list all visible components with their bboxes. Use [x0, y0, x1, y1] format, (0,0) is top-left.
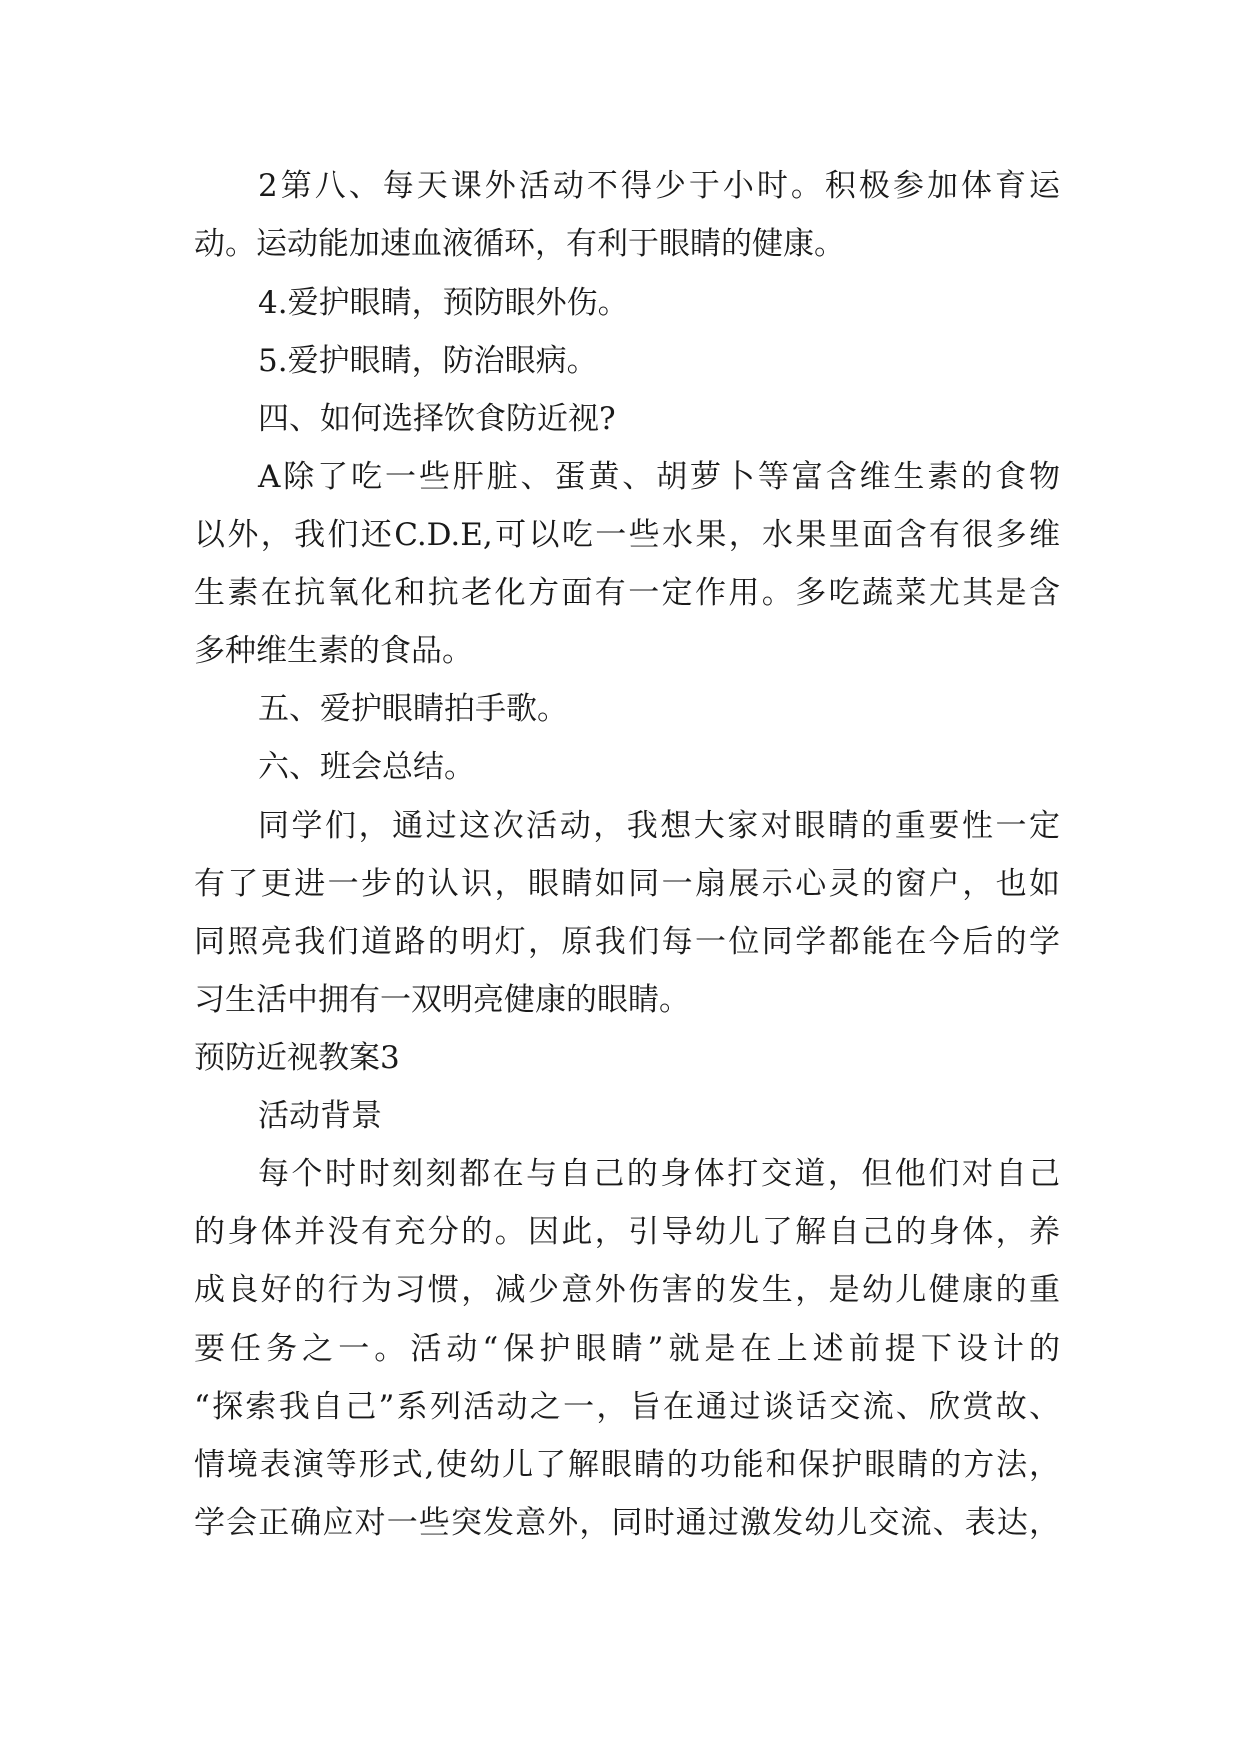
text-line: 学会正确应对一些突发意外，同时通过激发幼儿交流、表达， — [194, 1505, 1060, 1541]
text-line: 要任务之一。活动“保护眼睛”就是在上述前提下设计的 — [194, 1331, 1060, 1367]
text-line: 以外，我们还C.D.E,可以吃一些水果，水果里面含有很多维 — [194, 517, 1060, 553]
text-line: 有了更进一步的认识，眼睛如同一扇展示心灵的窗户，也如 — [194, 866, 1060, 902]
text-line: 习生活中拥有一双明亮健康的眼睛。 — [194, 982, 690, 1018]
text-line: 4.爱护眼睛，预防眼外伤。 — [258, 285, 629, 321]
section-heading: 五、爱护眼睛拍手歌。 — [258, 691, 568, 727]
text-line: 2第八、每天课外活动不得少于小时。积极参加体育运 — [258, 168, 1060, 204]
text-line: A除了吃一些肝脏、蛋黄、胡萝卜等富含维生素的食物 — [258, 459, 1060, 495]
section-heading: 六、班会总结。 — [258, 749, 475, 785]
text-line: 5.爱护眼睛，防治眼病。 — [258, 343, 598, 379]
text-line: 成良好的行为习惯，减少意外伤害的发生，是幼儿健康的重 — [194, 1272, 1060, 1308]
text-line: “探索我自己”系列活动之一，旨在通过谈话交流、欣赏故、 — [194, 1389, 1060, 1425]
text-line: 情境表演等形式,使幼儿了解眼睛的功能和保护眼睛的方法， — [194, 1447, 1060, 1483]
text-line: 多种维生素的食品。 — [194, 633, 473, 669]
text-line: 同学们，通过这次活动，我想大家对眼睛的重要性一定 — [258, 808, 1060, 844]
text-line: 生素在抗氧化和抗老化方面有一定作用。多吃蔬菜尤其是含 — [194, 575, 1060, 611]
document-title: 预防近视教案3 — [194, 1040, 400, 1076]
text-line: 动。运动能加速血液循环，有利于眼睛的健康。 — [194, 226, 845, 262]
section-heading: 活动背景 — [258, 1098, 382, 1134]
text-line: 同照亮我们道路的明灯，原我们每一位同学都能在今后的学 — [194, 924, 1060, 960]
text-line: 的身体并没有充分的。因此，引导幼儿了解自己的身体，养 — [194, 1214, 1060, 1250]
text-line: 每个时时刻刻都在与自己的身体打交道，但他们对自己 — [258, 1156, 1060, 1192]
section-heading: 四、如何选择饮食防近视? — [258, 401, 616, 437]
